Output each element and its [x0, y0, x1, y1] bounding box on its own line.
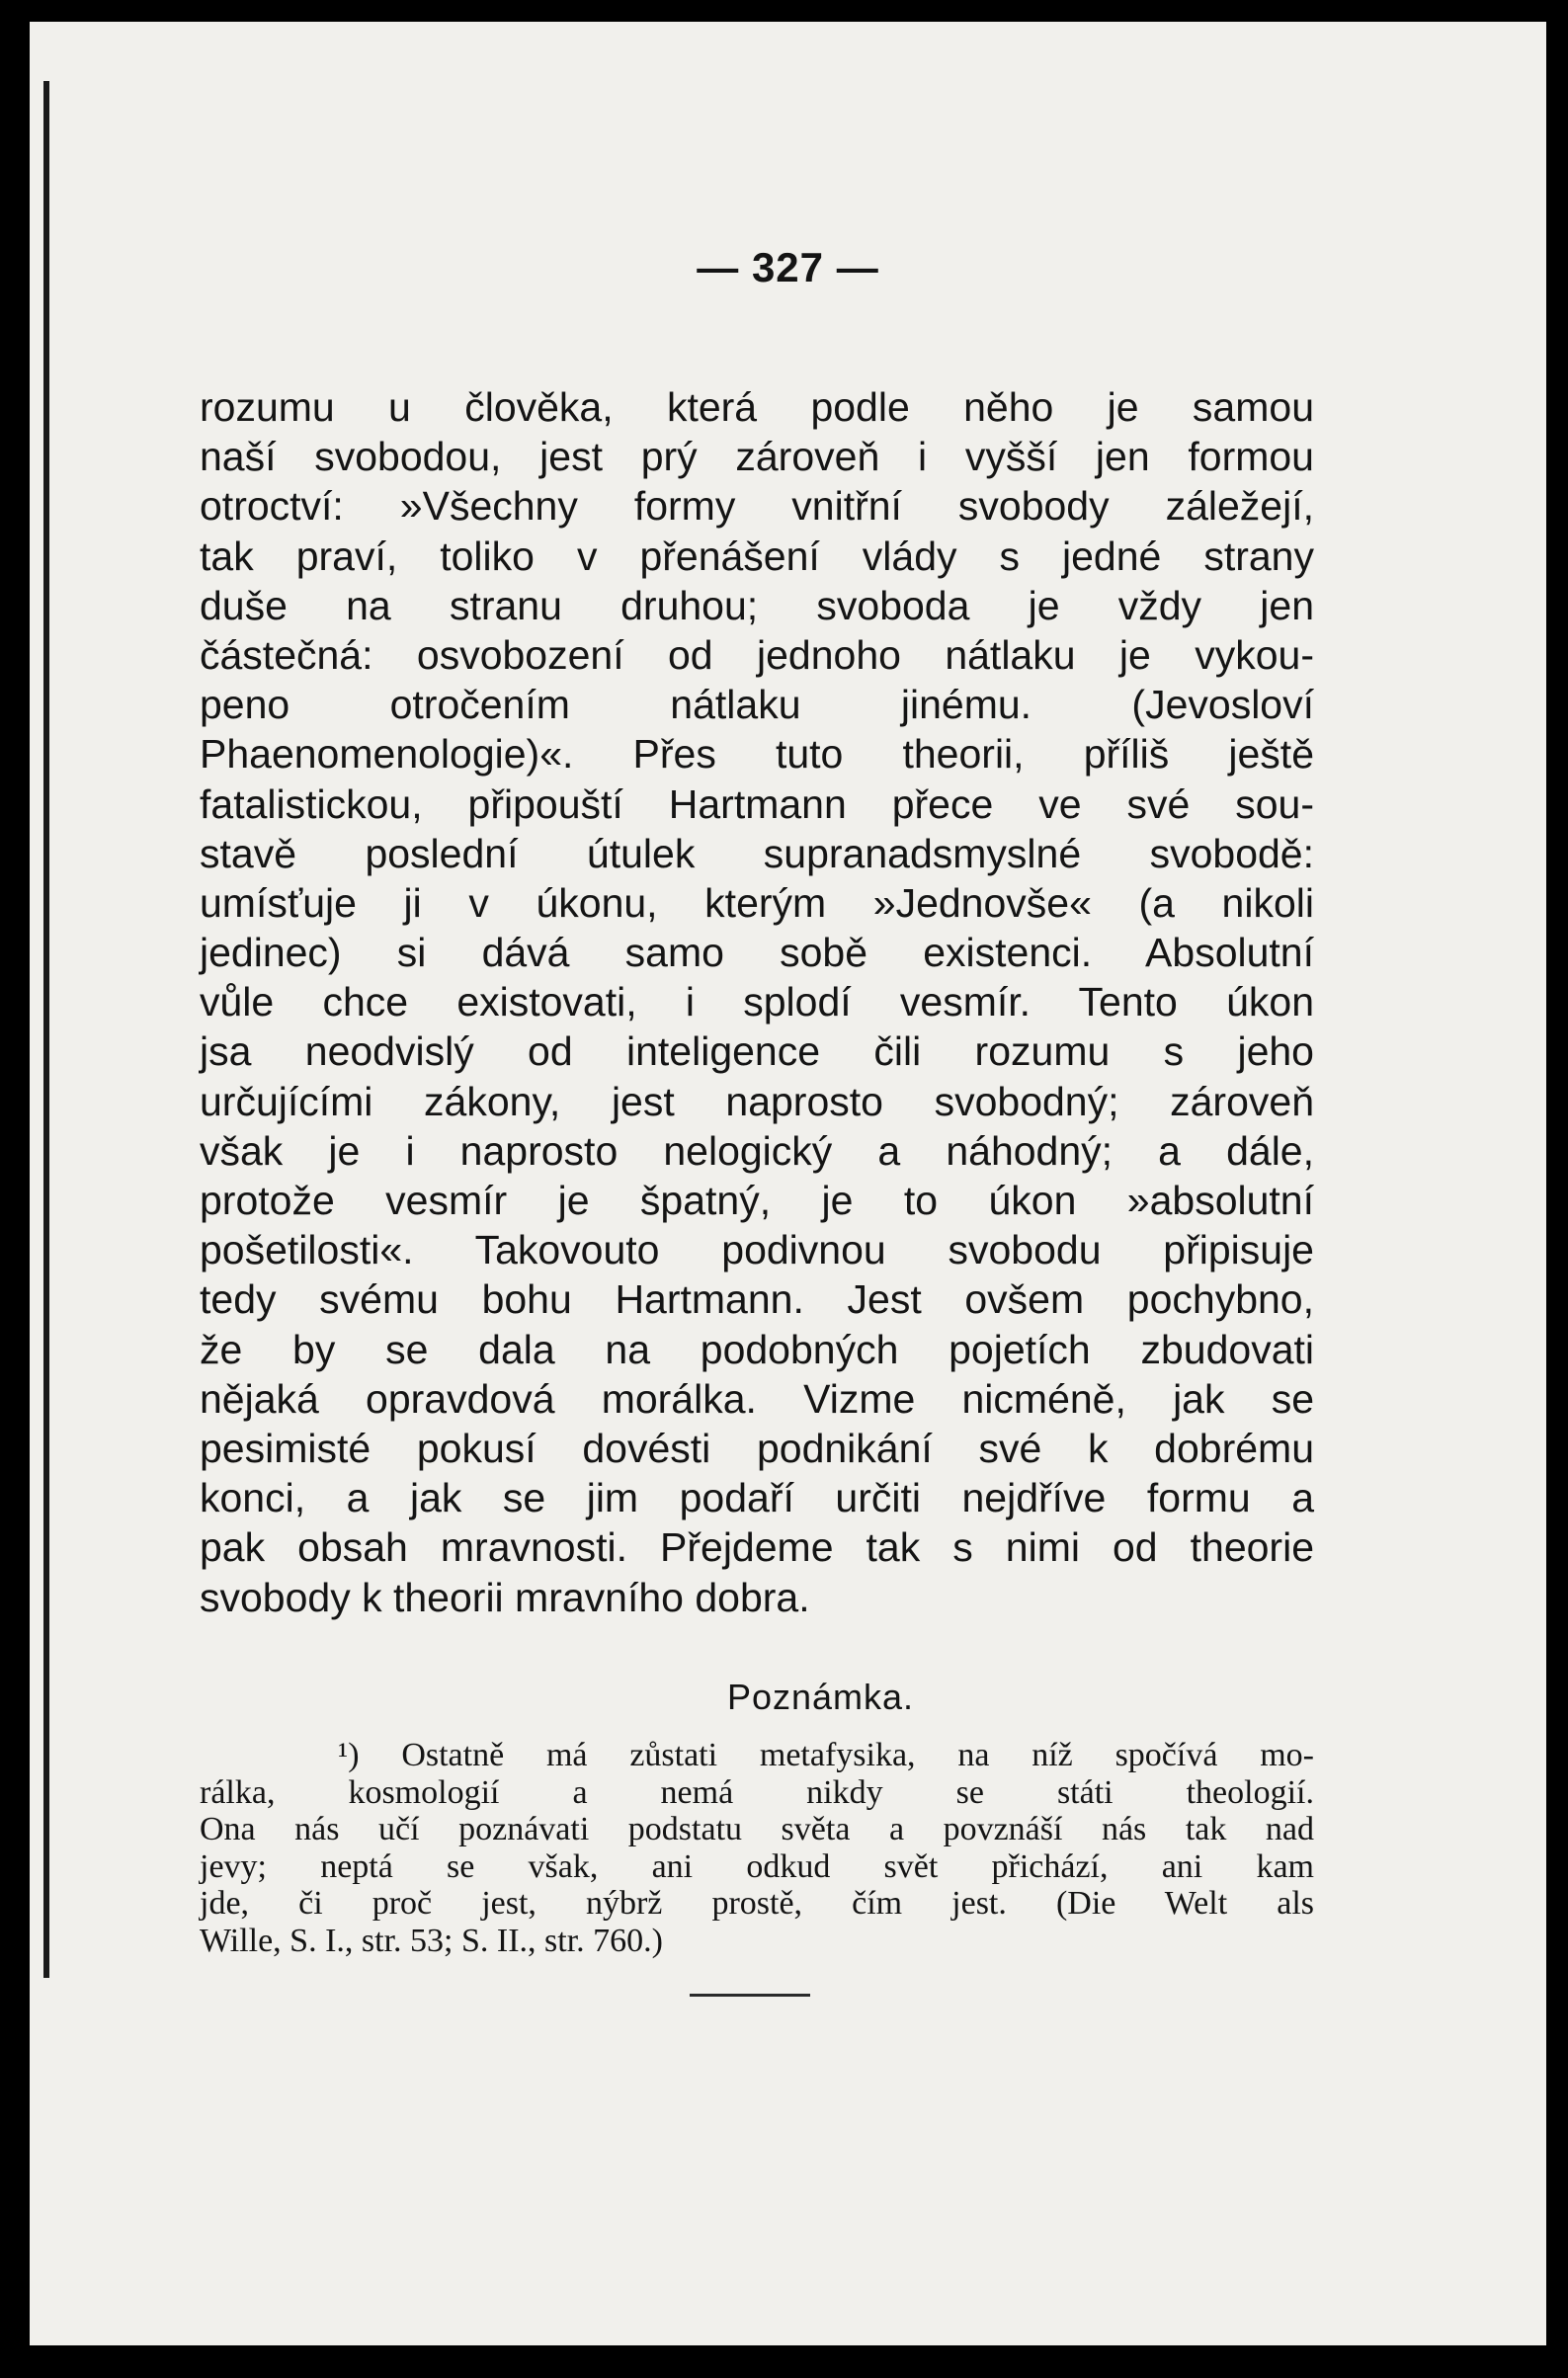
- body-line: konci, a jak se jim podaří určiti nejdříve formu a: [200, 1475, 1314, 1521]
- body-line: jsa neodvislý od inteligence čili rozumu s jeho: [200, 1028, 1314, 1075]
- body-line: pak obsah mravnosti. Přejdeme tak s nimi od theorie: [200, 1524, 1314, 1571]
- footnote-line: jevy; neptá se však, ani odkud svět přichází, ani kam: [200, 1847, 1314, 1885]
- body-line: určujícími zákony, jest naprosto svobodný; zároveň: [200, 1078, 1314, 1124]
- body-line: jedinec) si dává samo sobě existenci. Absolutní: [200, 930, 1314, 976]
- page-number: — 327 —: [697, 244, 879, 290]
- body-line: umísťuje ji v úkonu, kterým »Jednovše« (a nikoli: [200, 879, 1314, 926]
- body-line: vůle chce existovati, i splodí vesmír. Tento úkon: [200, 979, 1314, 1025]
- body-text: [200, 382, 1314, 1622]
- body-line: Phaenomenologie)«. Přes tuto theorii, příliš ještě: [200, 731, 1314, 778]
- footnote-line: rálka, kosmologií a nemá nikdy se státi theologií.: [200, 1773, 1314, 1811]
- body-line: naší svobodou, jest prý zároveň i vyšší jen formou: [200, 434, 1314, 480]
- body-line: fatalistickou, připouští Hartmann přece ve své sou-: [200, 780, 1314, 827]
- footnote-line: Ona nás učí poznávati podstatu světa a povznáší nás tak nad: [200, 1811, 1314, 1847]
- body-line: duše na stranu druhou; svoboda je vždy jen: [200, 582, 1314, 628]
- body-line: rozumu u člověka, která podle něho je samou: [200, 384, 1314, 430]
- body-line: však je i naprosto nelogický a náhodný; a dále,: [200, 1127, 1314, 1174]
- body-line: tak praví, toliko v přenášení vlády s jedné strany: [200, 533, 1314, 579]
- body-line: tedy svému bohu Hartmann. Jest ovšem pochybno,: [200, 1276, 1314, 1323]
- footnote-line: Wille, S. I., str. 53; S. II., str. 760.): [200, 1922, 663, 1959]
- footnote: [200, 1737, 1314, 1959]
- body-line: částečná: osvobození od jednoho nátlaku je vykou-: [200, 631, 1314, 678]
- footnote-line: jde, či proč jest, nýbrž prostě, čím jest. (Die Welt als: [200, 1885, 1314, 1922]
- body-line: pesimisté pokusí dovésti podnikání své k dobrému: [200, 1425, 1314, 1471]
- body-line: svobody k theorii mravního dobra.: [200, 1574, 810, 1620]
- book-page: [30, 22, 1546, 2345]
- end-divider: [690, 1994, 810, 1997]
- body-line: stavě poslední útulek supranadsmyslné svobodě:: [200, 830, 1314, 876]
- body-line: otroctví: »Všechny formy vnitřní svobody záležejí,: [200, 483, 1314, 530]
- body-line: pošetilosti«. Takovouto podivnou svobodu připisuje: [200, 1227, 1314, 1273]
- body-line: protože vesmír je špatný, je to úkon »absolutní: [200, 1178, 1314, 1223]
- body-line: nějaká opravdová morálka. Vizme nicméně, jak se: [200, 1375, 1314, 1422]
- body-line: peno otročením nátlaku jinému. (Jevosloví: [200, 682, 1314, 728]
- note-heading: Poznámka.: [726, 1677, 915, 1717]
- body-line: že by se dala na podobných pojetích zbudovati: [200, 1326, 1314, 1372]
- footnote-line: ¹) Ostatně má zůstati metafysika, na níž spočívá mo-: [338, 1737, 1314, 1773]
